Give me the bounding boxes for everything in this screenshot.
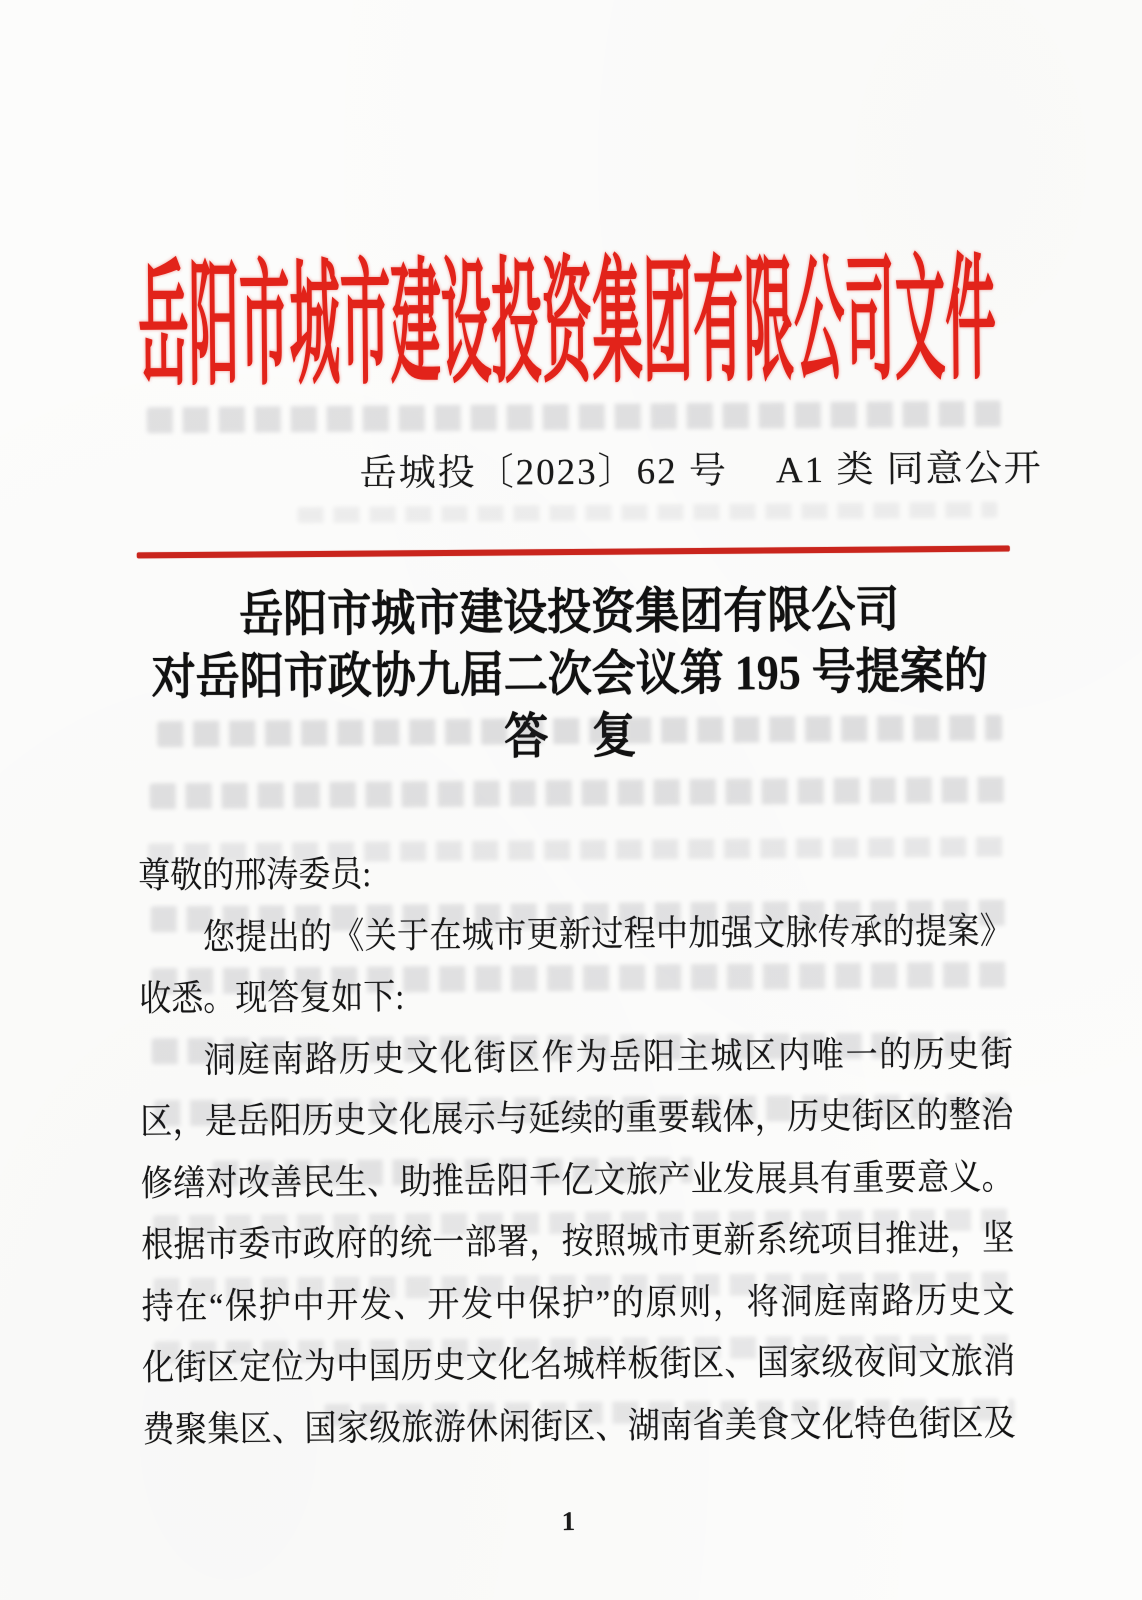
page-number: 1 <box>561 1505 576 1537</box>
classification-label: A1 类 同意公开 <box>775 448 1043 492</box>
document-title-line-2: 对岳阳市政协九届二次会议第 195 号提案的 <box>151 643 988 706</box>
document-title-line-3: 答 复 <box>504 708 637 765</box>
bleedthrough-artifact <box>150 777 1005 810</box>
document-title-line-1: 岳阳市城市建设投资集团有限公司 <box>239 582 900 643</box>
body-text-line: 收悉。现答复如下: <box>139 975 405 1019</box>
agency-banner <box>0 224 1139 404</box>
body-text-line: 区，是岳阳历史文化展示与延续的重要载体，历史街区的整治 <box>140 1094 1014 1142</box>
body-text-line: 洞庭南路历史文化街区作为岳阳主城区内唯一的历史街 <box>203 1032 1013 1080</box>
agency-banner-text: 岳阳市城市建设投资集团有限公司文件 <box>137 247 997 404</box>
body-text-line: 持在“保护中开发、开发中保护”的原则，将洞庭南路历史文 <box>141 1278 1015 1327</box>
document-body <box>138 839 1016 1461</box>
body-text-line: 根据市委市政府的统一部署，按照城市更新系统项目推进，坚 <box>141 1217 1015 1265</box>
document-title <box>0 578 1141 773</box>
body-text-line: 化街区定位为中国历史文化名城样板街区、国家级夜间文旅消 <box>142 1340 1016 1388</box>
body-text-line: 费聚集区、国家级旅游休闲街区、湖南省美食文化特色街区及 <box>142 1401 1016 1450</box>
body-text-line: 修缮对改善民生、助推岳阳千亿文旅产业发展具有重要意义。 <box>140 1155 1014 1204</box>
doc-number: 岳城投〔2023〕62 号 <box>359 450 729 495</box>
bleedthrough-artifact <box>297 502 997 523</box>
red-separator-line <box>137 546 1010 559</box>
body-text-line: 您提出的《关于在城市更新过程中加强文脉传承的提案》 <box>202 909 1012 957</box>
salutation: 尊敬的邢涛委员: <box>138 853 372 896</box>
doc-meta-row <box>130 442 1142 501</box>
